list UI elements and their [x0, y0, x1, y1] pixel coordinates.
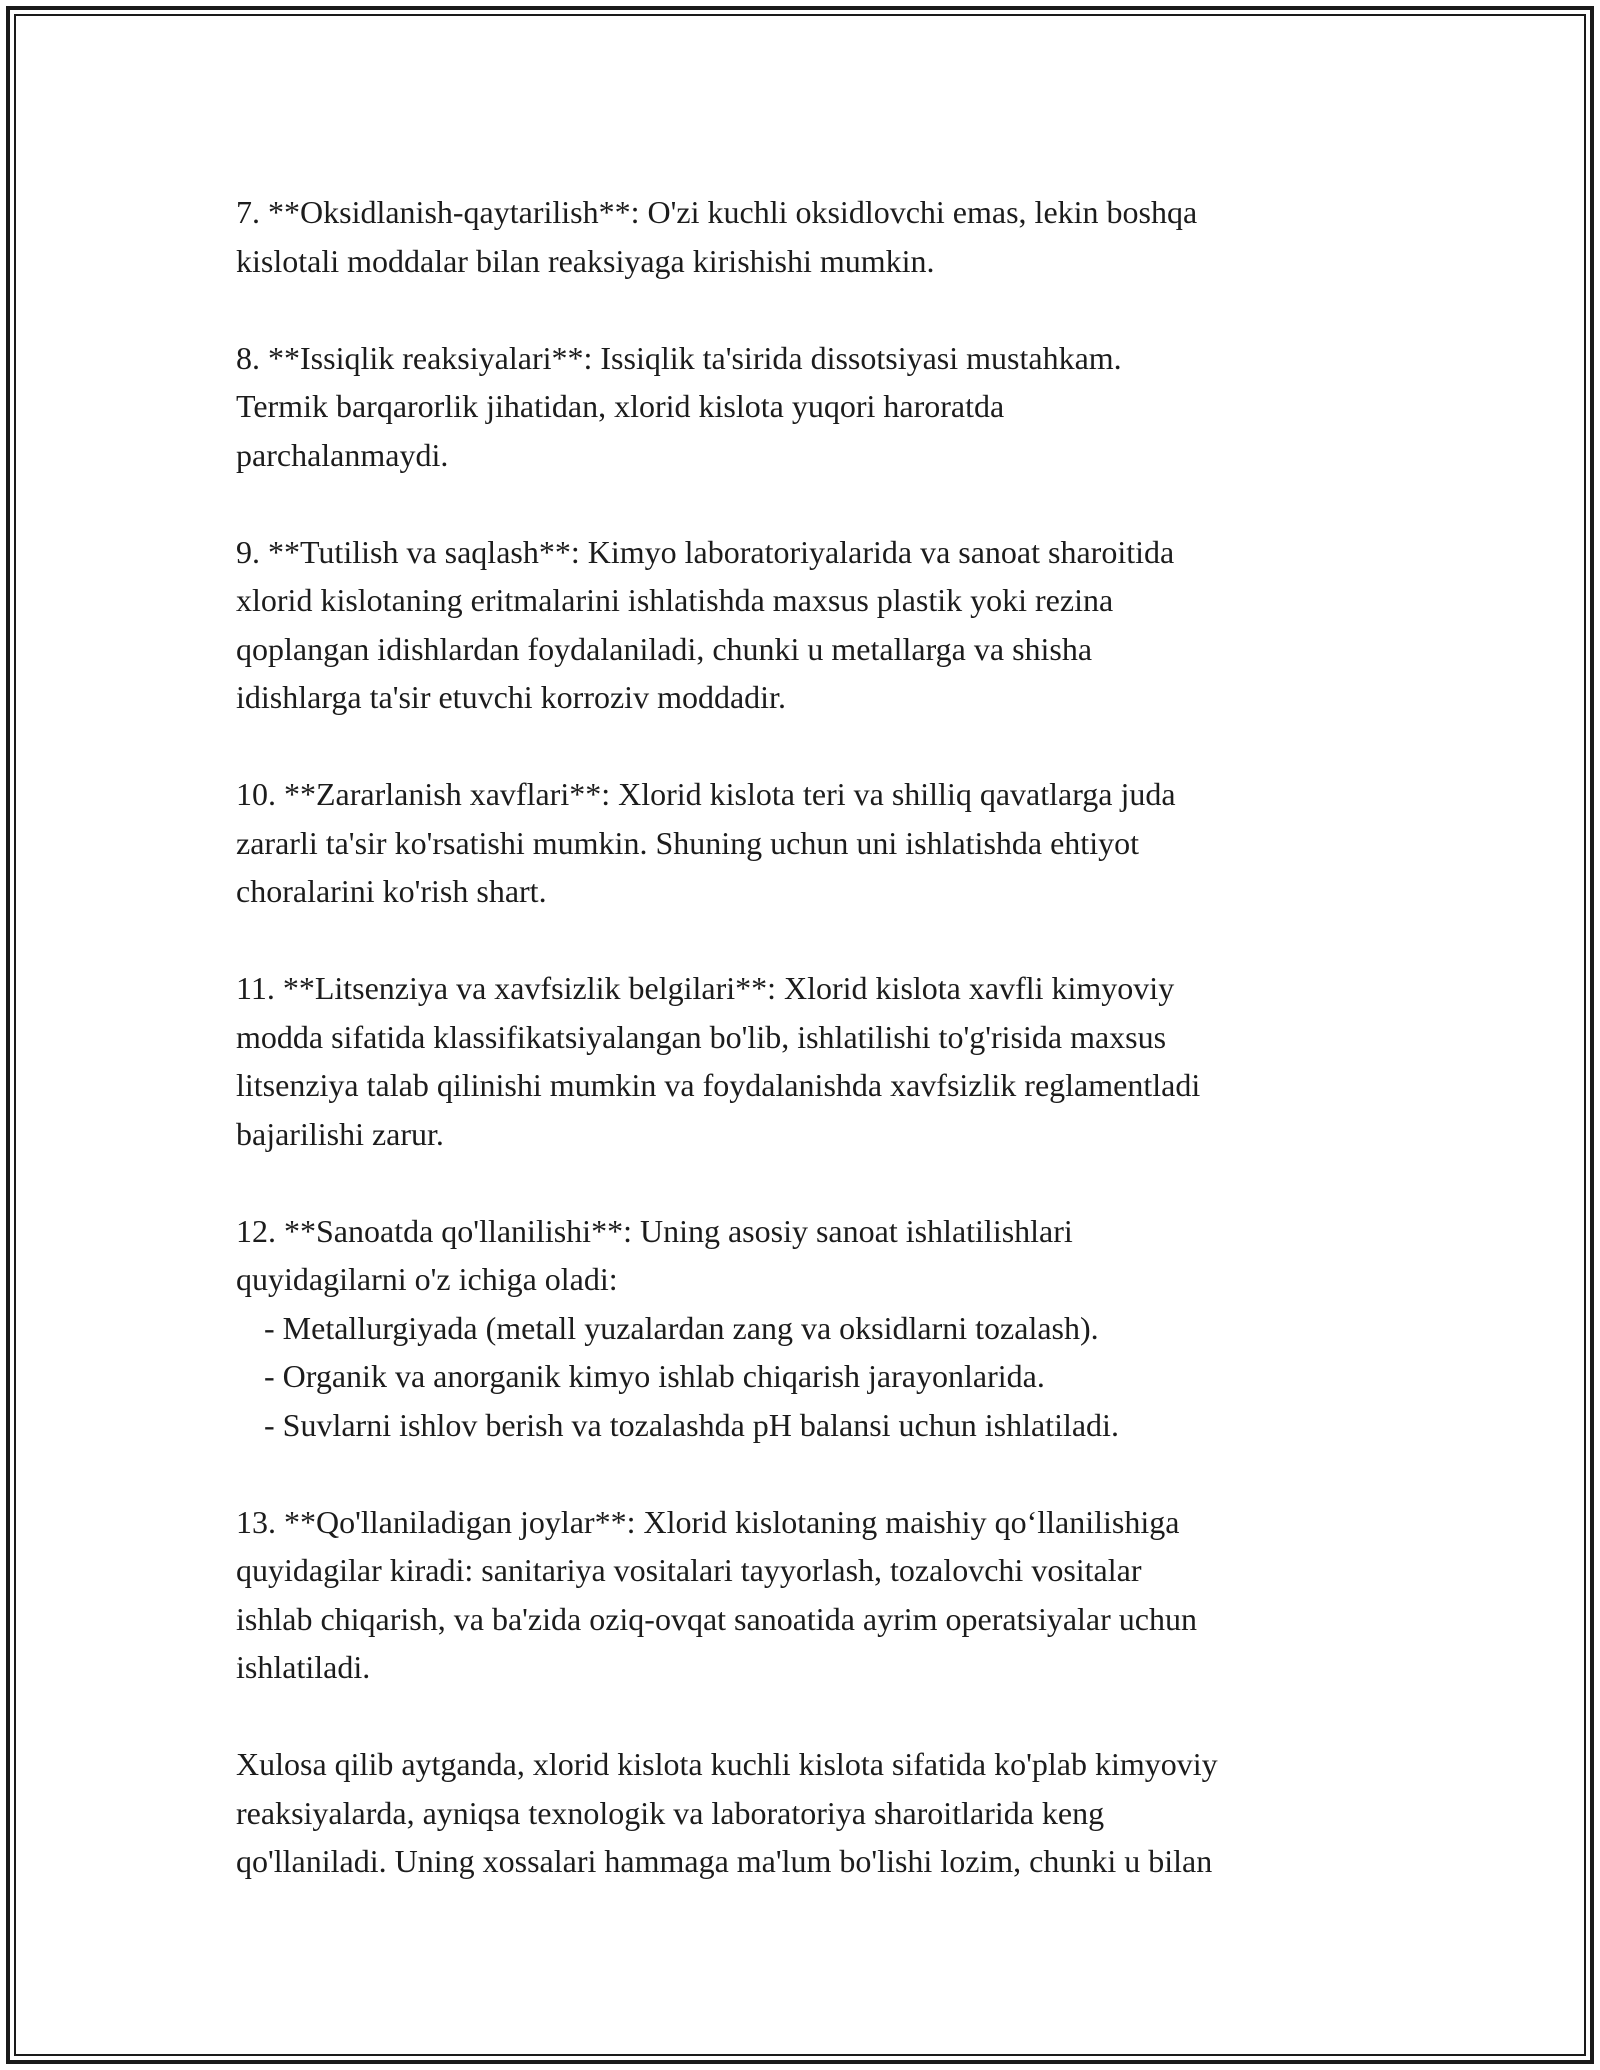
- text-line: Termik barqarorlik jihatidan, xlorid kislota yuqori haroratda: [236, 388, 1005, 424]
- paragraph-12-industrial-use: [236, 1207, 1386, 1450]
- text-line: choralarini ko'rish shart.: [236, 873, 547, 909]
- text-line: bajarilishi zarur.: [236, 1115, 444, 1152]
- paragraph-13-applications: [236, 1498, 1386, 1692]
- paragraph-7-oxidation-reduction: [236, 188, 1386, 285]
- list-item: - Suvlarni ishlov berish va tozalashda pH balansi uchun ishlatiladi.: [264, 1406, 1119, 1443]
- text-line: zararli ta'sir ko'rsatishi mumkin. Shuning uchun uni ishlatishda ehtiyot: [236, 824, 1139, 861]
- text-line: qo'llaniladi. Uning xossalari hammaga ma'lum bo'lishi lozim, chunki u bilan: [236, 1843, 1213, 1879]
- text-line: modda sifatida klassifikatsiyalangan bo'lib, ishlatilishi to'g'risida maxsus: [236, 1018, 1167, 1055]
- text-line: quyidagilar kiradi: sanitariya vositalari tayyorlash, tozalovchi vositalar: [236, 1552, 1142, 1588]
- list-item: - Metallurgiyada (metall yuzalardan zang va oksidlarni tozalash).: [264, 1309, 1099, 1346]
- paragraph-10-hazards: [236, 770, 1386, 916]
- document-body: [236, 188, 1386, 1934]
- text-line: 7. **Oksidlanish-qaytarilish**: O'zi kuchli oksidlovchi emas, lekin boshqa: [236, 194, 1198, 230]
- text-line: reaksiyalarda, ayniqsa texnologik va laboratoriya sharoitlarida keng: [236, 1794, 1105, 1831]
- text-line: 9. **Tutilish va saqlash**: Kimyo laboratoriyalarida va sanoat sharoitida: [236, 533, 1175, 570]
- text-line: kislotali moddalar bilan reaksiyaga kirishishi mumkin.: [236, 242, 935, 279]
- text-line: qoplangan idishlardan foydalaniladi, chunki u metallarga va shisha: [236, 630, 1093, 667]
- list-item: - Organik va anorganik kimyo ishlab chiqarish jarayonlarida.: [264, 1358, 1045, 1394]
- text-line: 12. **Sanoatda qo'llanilishi**: Uning asosiy sanoat ishlatilishlari: [236, 1212, 1073, 1249]
- text-line: ishlab chiqarish, va ba'zida oziq-ovqat sanoatida ayrim operatsiyalar uchun: [236, 1600, 1197, 1637]
- text-line: 10. **Zararlanish xavflari**: Xlorid kislota teri va shilliq qavatlarga juda: [236, 776, 1176, 812]
- paragraph-9-storage: [236, 528, 1386, 722]
- paragraph-8-thermal-reactions: [236, 334, 1386, 480]
- paragraph-conclusion: [236, 1740, 1386, 1886]
- text-line: ishlatiladi.: [236, 1649, 371, 1685]
- text-line: quyidagilarni o'z ichiga oladi:: [236, 1261, 618, 1297]
- text-line: 13. **Qo'llaniladigan joylar**: Xlorid kislotaning maishiy qo‘llanilishiga: [236, 1503, 1180, 1540]
- text-line: xlorid kislotaning eritmalarini ishlatishda maxsus plastik yoki rezina: [236, 582, 1114, 618]
- text-line: idishlarga ta'sir etuvchi korroziv moddadir.: [236, 679, 786, 715]
- text-line: parchalanmaydi.: [236, 436, 449, 473]
- paragraph-11-licensing: [236, 964, 1386, 1158]
- text-line: litsenziya talab qilinishi mumkin va foydalanishda xavfsizlik reglamentladi: [236, 1067, 1201, 1103]
- text-line: 8. **Issiqlik reaksiyalari**: Issiqlik ta'sirida dissotsiyasi mustahkam.: [236, 339, 1122, 376]
- text-line: 11. **Litsenziya va xavfsizlik belgilari**: Xlorid kislota xavfli kimyoviy: [236, 970, 1175, 1006]
- text-line: Xulosa qilib aytganda, xlorid kislota kuchli kislota sifatida ko'plab kimyoviy: [236, 1746, 1218, 1782]
